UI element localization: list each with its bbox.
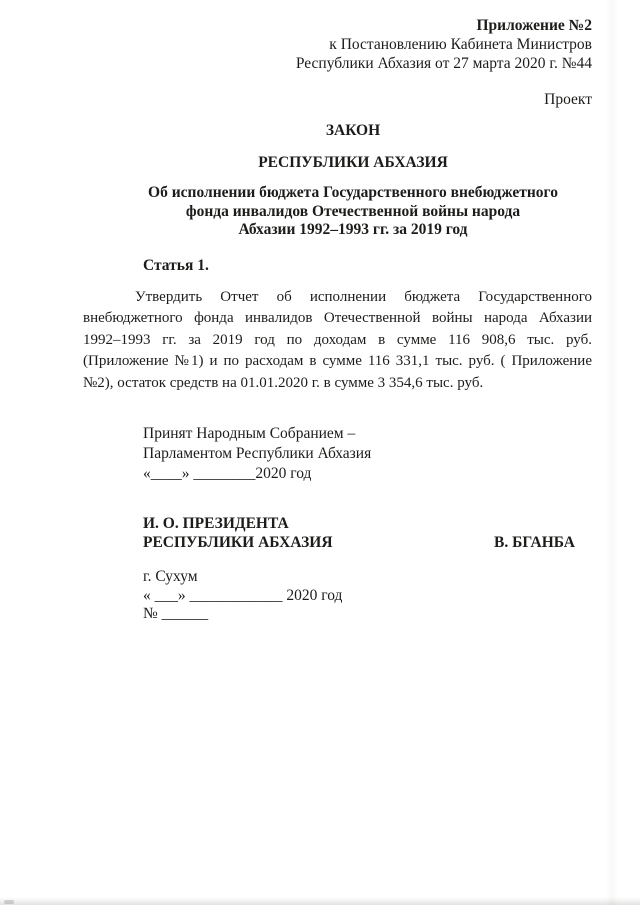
republic-line: РЕСПУБЛИКИ АБХАЗИЯ (143, 534, 333, 551)
article-paragraph (83, 287, 592, 395)
scan-artifact-right-edge (606, 0, 618, 905)
law-subject-line-3: Абхазии 1992–1993 гг. за 2019 год (238, 221, 468, 238)
article-heading: Статья 1. (143, 256, 209, 274)
signature-row (143, 533, 592, 552)
article-line-4: (Приложение №1) и по расходам в сумме 116 331,1 тыс. руб. ( Приложение (83, 353, 592, 369)
document-number-line: № ______ (143, 605, 209, 622)
appendix-reference (83, 16, 592, 73)
article-line-1: Утвердить Отчет об исполнении бюджета Государственного (135, 288, 592, 305)
article-line-2: внебюджетного фонда инвалидов Отечественной войны народа Абхазии (83, 310, 592, 326)
law-heading-group (114, 121, 592, 240)
article-line-5: №2), остаток средств на 01.01.2020 г. в сумме 3 354,6 тыс. руб. (83, 374, 484, 391)
adoption-date-line: «____» ________2020 год (143, 465, 312, 482)
appendix-date-line: Республики Абхазия от 27 марта 2020 г. №44 (295, 55, 592, 72)
scan-artifact-bottom-edge (0, 897, 640, 905)
law-subject (114, 184, 592, 240)
adoption-block (143, 424, 592, 484)
law-heading-secondary: РЕСПУБЛИКИ АБХАЗИЯ (258, 154, 448, 171)
draft-label: Проект (544, 91, 592, 108)
appendix-resolution-line: к Постановлению Кабинета Министров (329, 36, 592, 53)
parliament-line: Парламентом Республики Абхазия (143, 445, 372, 462)
adopted-by-line: Принят Народным Собранием – (143, 425, 356, 442)
scan-artifact-speck (4, 900, 14, 904)
signer-name: В. БГАНБА (494, 534, 575, 551)
acting-president-line: И. О. ПРЕЗИДЕНТА (143, 515, 289, 532)
article-line-3: 1992–1993 гг. за 2019 год по доходам в сумме 116 908,6 тыс. руб. (83, 331, 592, 348)
place-block (143, 568, 592, 624)
law-heading-primary: ЗАКОН (325, 122, 381, 139)
city-line: г. Сухум (143, 568, 198, 585)
signature-block (143, 514, 592, 552)
signature-date-line: « ___» ____________ 2020 год (143, 586, 343, 604)
law-subject-line-1: Об исполнении бюджета Государственного внебюджетного (148, 184, 558, 201)
appendix-label: Приложение №2 (476, 17, 592, 34)
law-subject-line-2: фонда инвалидов Отечественной войны народа (185, 202, 521, 220)
